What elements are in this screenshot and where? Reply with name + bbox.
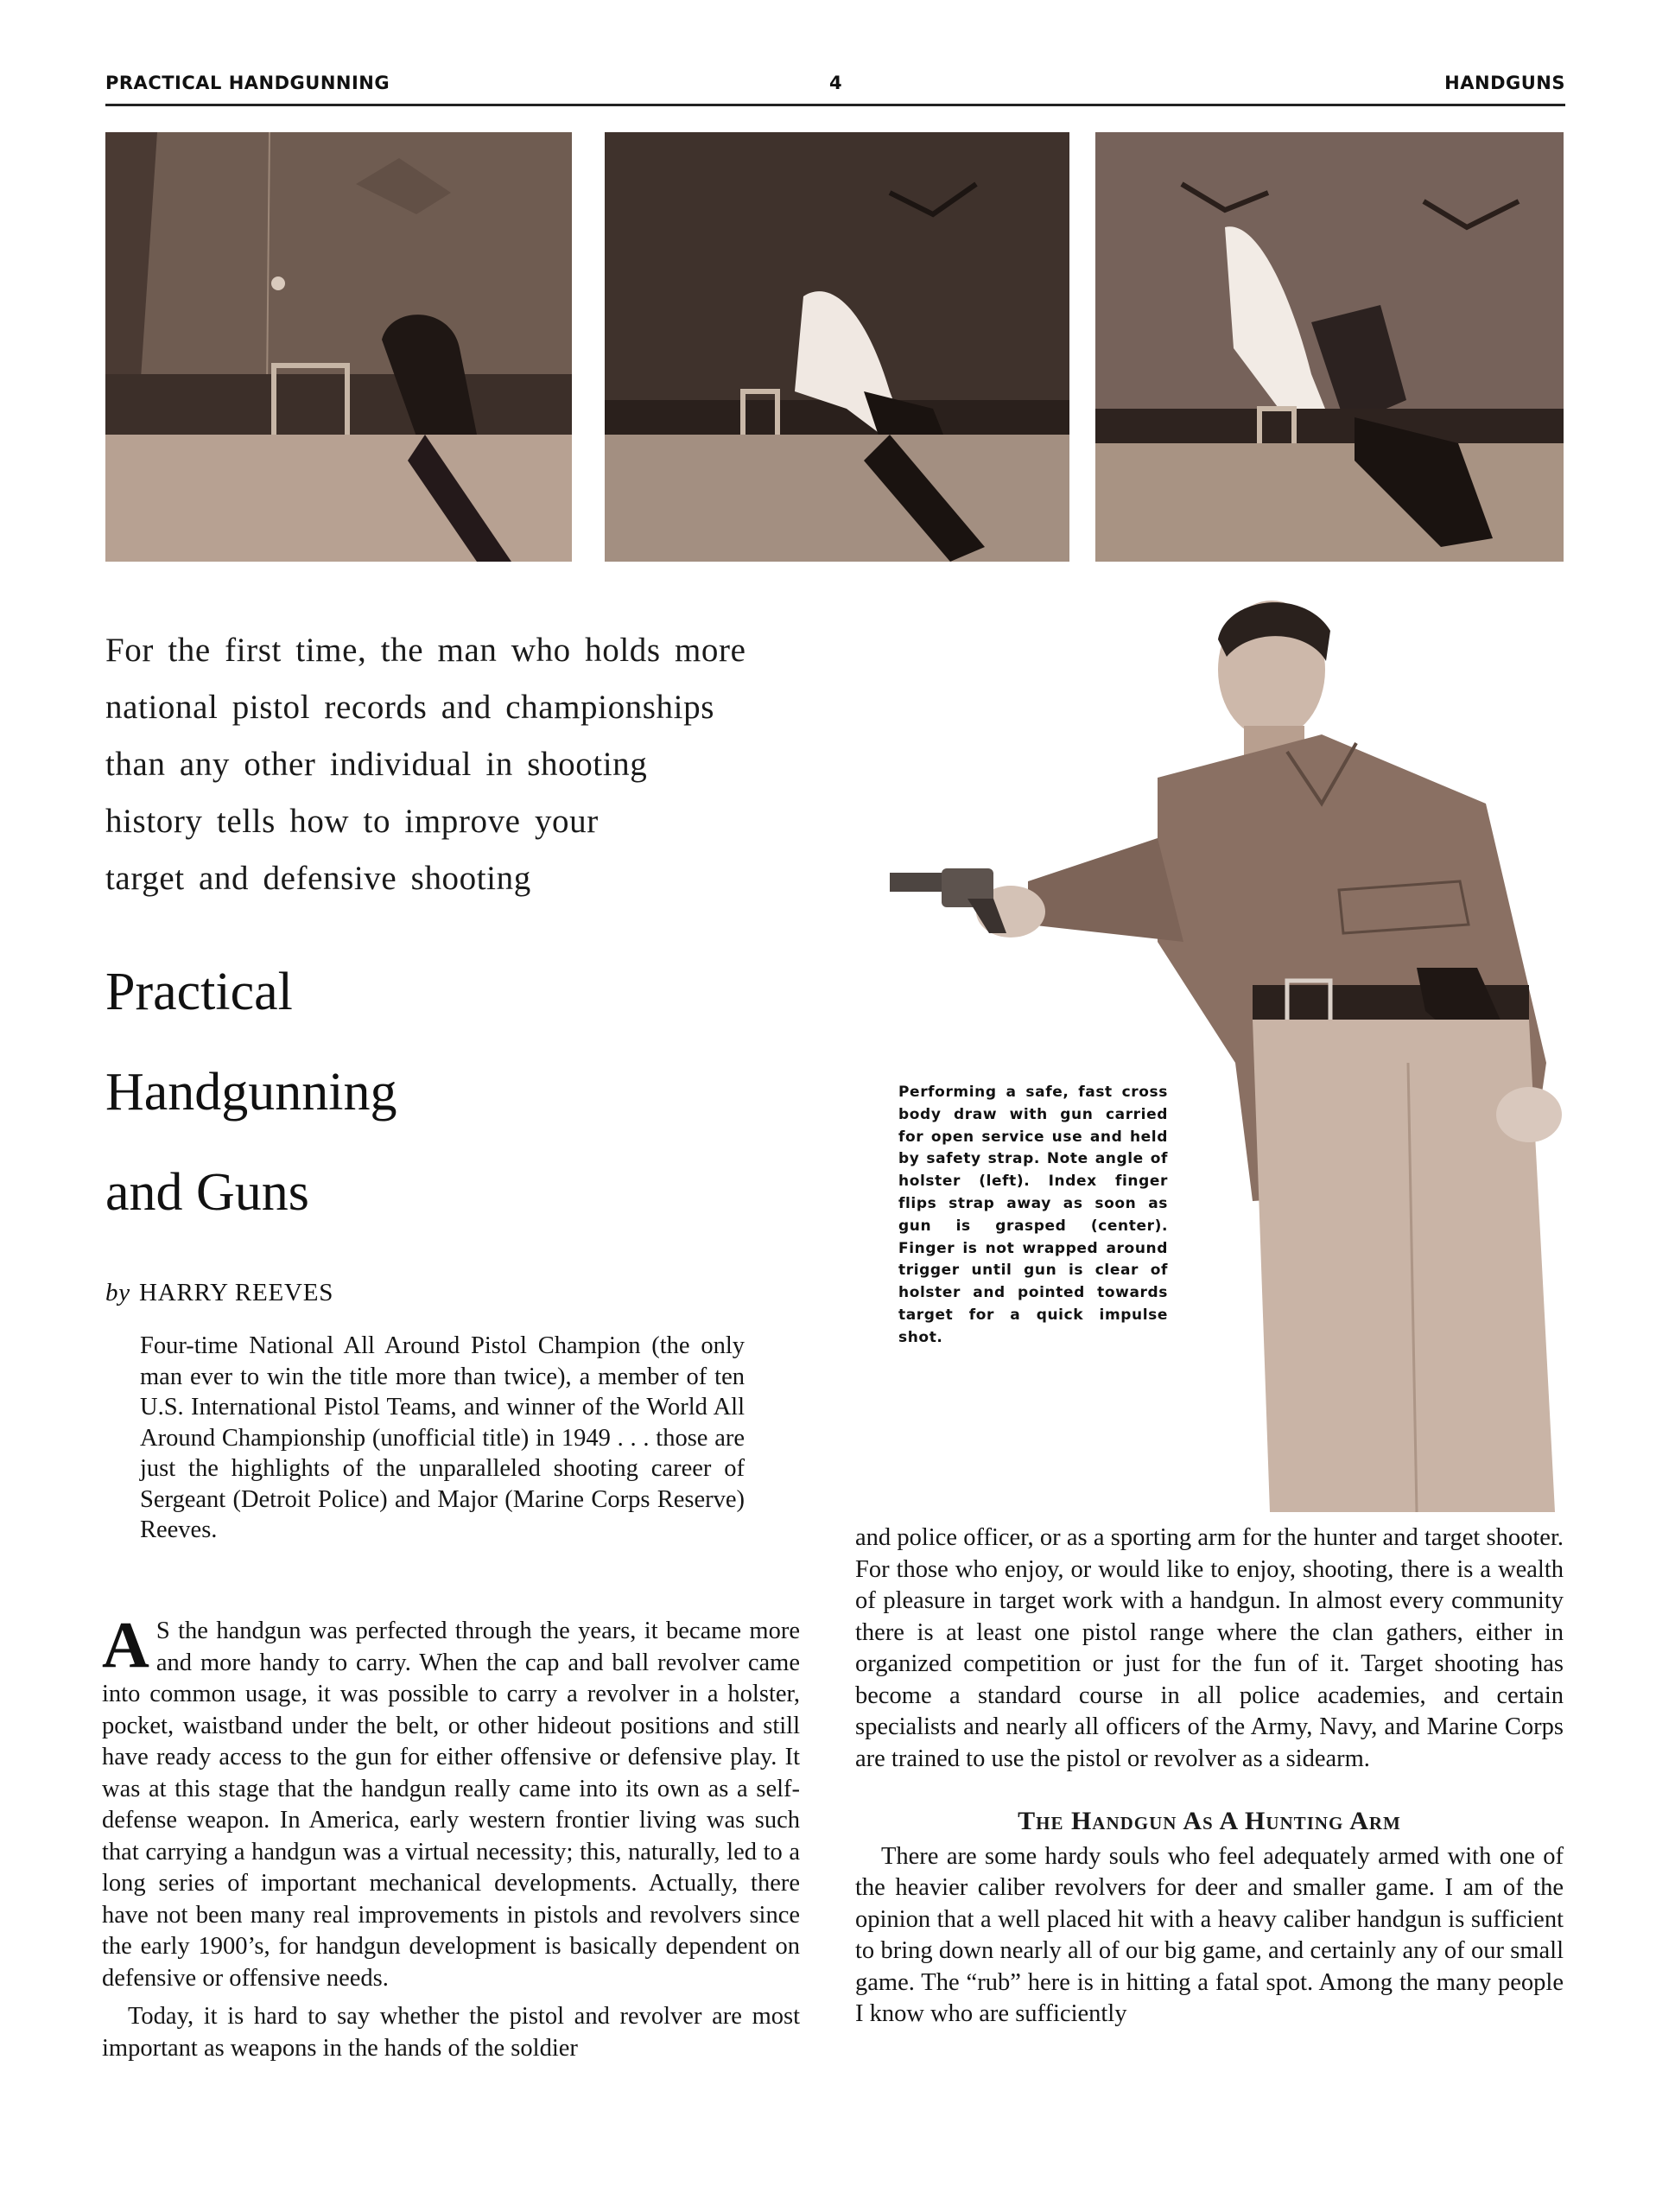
deck-line: target and defensive shooting: [105, 860, 531, 897]
man-with-revolver-image-icon: [872, 579, 1589, 1521]
page-number: 4: [829, 73, 843, 93]
photo-image-icon: [1095, 132, 1564, 562]
photo-image-icon: [105, 132, 572, 562]
title-line: Practical: [105, 963, 293, 1021]
running-head-title: PRACTICAL HANDGUNNING: [105, 73, 390, 93]
deck-line: For the first time, the man who holds more: [105, 632, 746, 669]
deck-line: national pistol records and championships: [105, 689, 714, 726]
body-paragraph: There are some hardy souls who feel adequately armed with one of the heavier caliber revolvers for deer and smaller game. I am of the opinion that a well placed hit with a heavy caliber handgun is sufficient to bring down nearly all of our big game, and certainly any of our small game. The “rub” here is in hitting a fatal spot. Among the many people I know who are sufficiently: [855, 1842, 1564, 2027]
deck-line: than any other individual in shooting: [105, 746, 648, 783]
body-paragraph: Today, it is hard to say whether the pistol and revolver are most important as weapons in the hands of the soldier: [102, 2003, 800, 2062]
article-title: [105, 942, 624, 1243]
author-name: HARRY REEVES: [138, 1279, 334, 1306]
figure-caption: Performing a safe, fast cross body draw with gun carried for open service use and held by safety strap. Note angle of holster (left). Index finger flips strap away as soon as gun is grasped (center). Finger is not wrapped around trigger until gun is clear of holster and pointed towards target for a quick impulse shot.: [898, 1084, 1168, 1346]
holster-photo-center: [605, 132, 1069, 562]
figure-photo: [872, 579, 1589, 1521]
body-column-left: [102, 1609, 800, 2064]
title-line: Handgunning: [105, 1063, 397, 1122]
running-header: [105, 73, 1565, 104]
holster-photo-right: [1095, 132, 1564, 562]
holster-photo-left: [105, 132, 572, 562]
header-rule: [105, 104, 1565, 106]
drop-cap: A: [102, 1609, 149, 1681]
body-column-right: [855, 1522, 1564, 2031]
paragraph-text: S the handgun was perfected through the years, it became more and more handy to carry. When the cap and ball revolver came into common usage, it was possible to carry a revolver in a holster, pocket, waistband under the belt, or other hideout positions and still have ready access to the gun for either offensive or defensive play. It was at this stage that the handgun really came into its own as a self-defense weapon. In America, early western frontier living was such that carrying a handgun was a virtual necessity; this, naturally, led to a long series of important mechanical developments. Actually, there have not been many real improvements in pistols and revolvers since the early 1900’s, for handgun development is basically dependent on defensive or offensive needs.: [102, 1618, 800, 1992]
byline: [105, 1279, 333, 1307]
body-paragraph: [102, 1609, 800, 1994]
running-head-section: HANDGUNS: [1444, 73, 1565, 93]
section-subhead: The Handgun As A Hunting Arm: [1018, 1807, 1401, 1835]
author-bio: Four-time National All Around Pistol Champion (the only man ever to win the title more than twice), a member of ten U.S. International Pistol Teams, and winner of the World All Around Championship (unofficial title) in 1949 . . . those are just the highlights of the unparalleled shooting career of Sergeant (Detroit Police) and Major (Marine Corps Reserve) Reeves.: [140, 1332, 745, 1543]
byline-by: by: [105, 1279, 130, 1306]
article-deck: [105, 622, 900, 907]
photo-image-icon: [605, 132, 1069, 562]
deck-line: history tells how to improve your: [105, 803, 599, 840]
title-line: and Guns: [105, 1163, 309, 1222]
body-paragraph: and police officer, or as a sporting arm for the hunter and target shooter. For those who enjoy, or would like to enjoy, shooting, there is a wealth of pleasure in target work with a handgun. In almost every community there is at least one pistol range where the clan gathers, either in organized competition or just for the fun of it. Target shooting has become a standard course in all police academies, and certain specialists and nearly all officers of the Army, Navy, and Marine Corps are trained to use the pistol or revolver as a sidearm.: [855, 1524, 1564, 1772]
